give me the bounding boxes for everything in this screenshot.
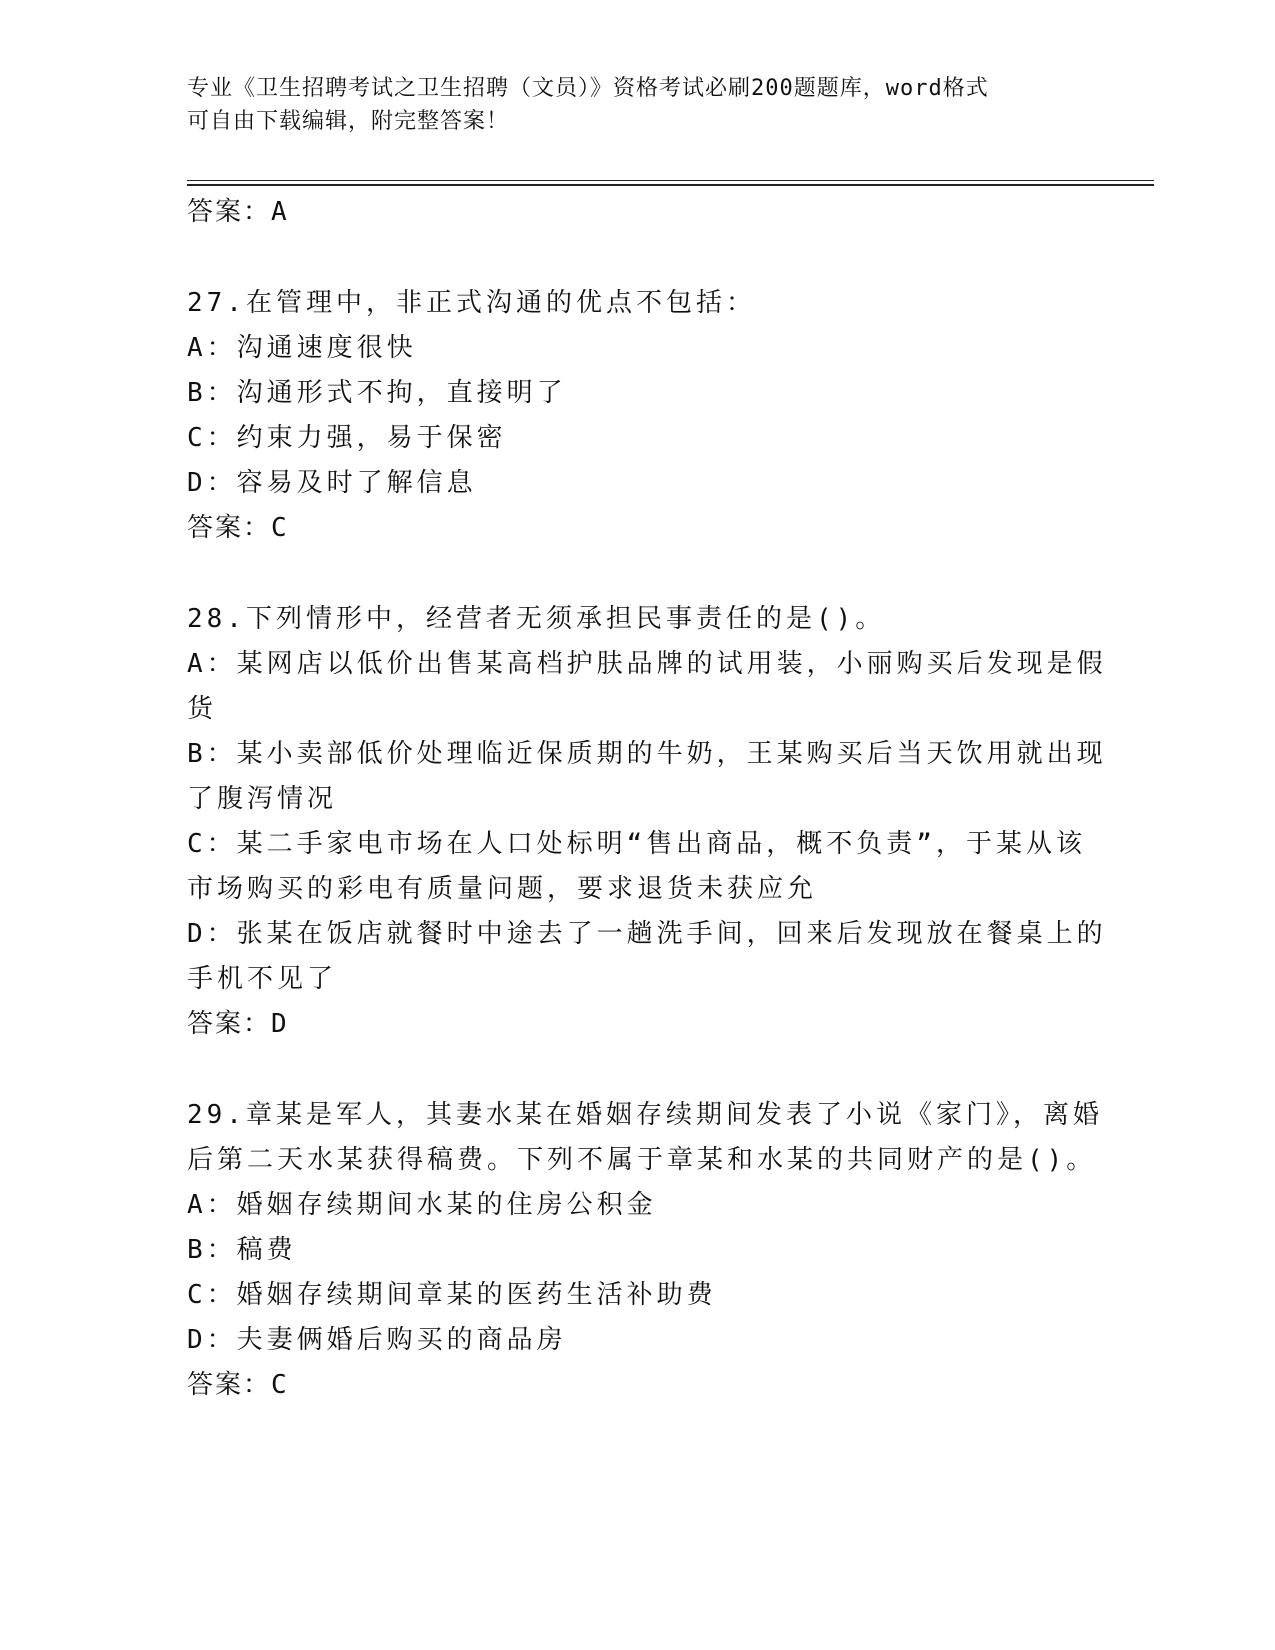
question-option: A：沟通速度很快 <box>187 333 417 363</box>
header-line: 可自由下载编辑，附完整答案！ <box>187 109 510 134</box>
question-option: C：某二手家电市场在人口处标明“售出商品，概不负责”，于某从该 <box>187 829 1086 859</box>
question-option-continuation: 市场购买的彩电有质量问题，要求退货未获应允 <box>187 874 818 904</box>
answer-line: 答案：D <box>187 1009 289 1039</box>
header-line: 专业《卫生招聘考试之卫生招聘（文员）》资格考试必刷200题题库，word格式 <box>187 76 989 101</box>
question-item <box>187 281 1067 551</box>
question-option: A：某网店以低价出售某高档护肤品牌的试用装，小丽购买后发现是假 <box>187 649 1107 679</box>
document-header <box>187 72 1067 138</box>
answer-line: 答案：C <box>187 1370 289 1400</box>
answer-line: 答案：A <box>187 197 289 227</box>
question-option: A：婚姻存续期间水某的住房公积金 <box>187 1190 657 1220</box>
question-option: B：沟通形式不拘，直接明了 <box>187 378 567 408</box>
question-option: C：约束力强，易于保密 <box>187 423 507 453</box>
question-option-continuation: 货 <box>187 694 218 724</box>
question-option: D：容易及时了解信息 <box>187 468 477 498</box>
header-divider <box>187 184 1154 186</box>
question-list <box>187 190 1107 1408</box>
question-stem: 27.在管理中，非正式沟通的优点不包括： <box>187 288 756 318</box>
question-stem-continuation: 后第二天水某获得稿费。下列不属于章某和水某的共同财产的是()。 <box>187 1145 1097 1175</box>
question-option: B：某小卖部低价处理临近保质期的牛奶，王某购买后当天饮用就出现 <box>187 739 1107 769</box>
question-item <box>187 1093 1103 1408</box>
question-item <box>187 597 1107 1047</box>
question-option: B：稿费 <box>187 1235 297 1265</box>
question-option-continuation: 手机不见了 <box>187 964 338 994</box>
question-option: D：夫妻俩婚后购买的商品房 <box>187 1325 567 1355</box>
question-option: C：婚姻存续期间章某的医药生活补助费 <box>187 1280 717 1310</box>
answer-line: 答案：C <box>187 513 289 543</box>
header-divider <box>187 180 1154 181</box>
question-option-continuation: 了腹泻情况 <box>187 784 338 814</box>
question-stem: 28.下列情形中，经营者无须承担民事责任的是()。 <box>187 604 886 634</box>
question-option: D：张某在饭店就餐时中途去了一趟洗手间，回来后发现放在餐桌上的 <box>187 919 1107 949</box>
question-stem: 29.章某是军人，其妻水某在婚姻存续期间发表了小说《家门》，离婚 <box>187 1100 1103 1130</box>
